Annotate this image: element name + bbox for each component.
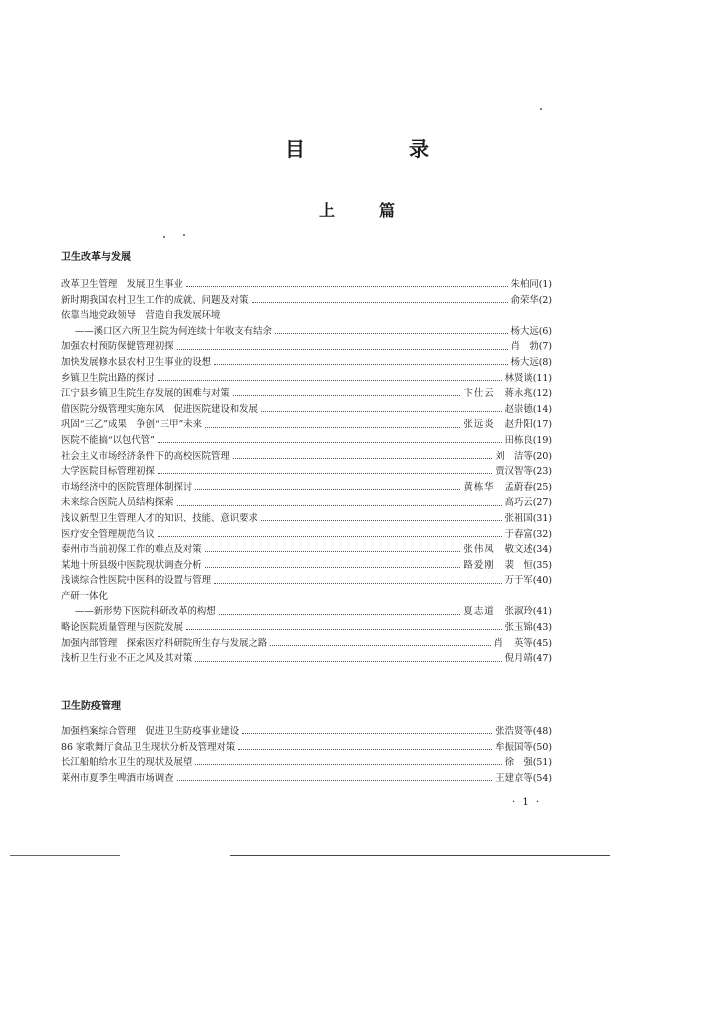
- toc-entry-author-page: 于春富(32): [504, 528, 552, 540]
- toc-entry: [61, 371, 552, 387]
- page-title: 目 录: [285, 137, 471, 161]
- toc-entry-coauthor: 肖: [493, 637, 504, 649]
- toc-leader-dots: [195, 489, 460, 490]
- toc-entry-title: 市场经济中的医院管理体制探讨: [61, 481, 193, 493]
- toc-entry-title: 浅议新型卫生管理人才的知识、技能、意识要求: [61, 512, 258, 524]
- toc-entry-author-page: 牟振国等(50): [495, 741, 552, 753]
- toc-leader-dots: [252, 302, 508, 303]
- toc-entry: [61, 386, 552, 402]
- toc-entry-title: 产研一体化: [61, 590, 108, 602]
- toc-entry-author-page: 俞荣华(2): [510, 294, 552, 306]
- scan-speck: [183, 234, 185, 236]
- toc-entry-author-page: 敬文述(34): [504, 544, 552, 556]
- toc-leader-dots: [233, 458, 492, 459]
- toc-entry-title: 未来综合医院人员结构探索: [61, 497, 174, 509]
- toc-entry: [61, 355, 552, 371]
- toc-leader-dots: [158, 536, 502, 537]
- toc-leader-dots: [205, 567, 461, 568]
- toc-leader-dots: [270, 645, 490, 646]
- toc-entry-title: 浅谈综合性医院中医科的设置与管理: [61, 575, 212, 587]
- toc-section-reform: [61, 277, 552, 667]
- scan-edge-line: [230, 855, 610, 856]
- toc-entry: [61, 308, 552, 324]
- toc-entry-author-page: 贾汉智等(23): [495, 466, 552, 478]
- toc-entry: [61, 464, 552, 480]
- toc-entry-coauthor: 路爱刚: [463, 559, 495, 571]
- toc-entry-author-page: 田栋良(19): [504, 434, 552, 446]
- toc-entry-coauthor: 黄栋华: [463, 481, 495, 493]
- toc-entry-author-page: 蒋永兆(12): [504, 388, 552, 400]
- toc-entry: [61, 724, 552, 740]
- toc-leader-dots: [205, 551, 461, 552]
- toc-entry: [61, 417, 552, 433]
- toc-entry: [61, 449, 552, 465]
- toc-entry-title: 新时期我国农村卫生工作的成就、问题及对策: [61, 294, 249, 306]
- toc-entry-coauthor: 卞仕云: [463, 388, 495, 400]
- section-heading-reform: 卫生改革与发展: [61, 252, 131, 263]
- toc-entry: [61, 324, 552, 340]
- toc-entry-title: 社会主义市场经济条件下的高校医院管理: [61, 450, 230, 462]
- toc-entry: [61, 542, 552, 558]
- toc-entry-coauthor: 张远炎: [463, 419, 495, 431]
- toc-leader-dots: [186, 286, 508, 287]
- toc-entry-author-page: 杨大远(6): [510, 325, 552, 337]
- toc-entry-title: ——新形势下医院科研改革的构想: [75, 606, 216, 618]
- toc-leader-dots: [242, 733, 492, 734]
- toc-entry-author-page: 孟蔚春(25): [504, 481, 552, 493]
- toc-entry-author-page: 倪月靖(47): [504, 653, 552, 665]
- toc-entry: [61, 558, 552, 574]
- toc-entry-author-page: 肖 勃(7): [510, 341, 552, 353]
- toc-entry-author-page: 张淑玲(41): [504, 606, 552, 618]
- toc-entry: [61, 433, 552, 449]
- toc-leader-dots: [219, 614, 461, 615]
- toc-leader-dots: [233, 395, 461, 396]
- toc-entry: [61, 740, 552, 756]
- toc-leader-dots: [238, 749, 492, 750]
- toc-leader-dots: [275, 333, 508, 334]
- toc-entry: [61, 589, 552, 605]
- toc-leader-dots: [261, 520, 502, 521]
- toc-entry-author-page: 高巧云(27): [504, 497, 552, 509]
- toc-leader-dots: [158, 473, 492, 474]
- toc-leader-dots: [205, 427, 460, 428]
- toc-entry-author-page: 万于军(40): [504, 575, 552, 587]
- toc-entry-title: 医院不能搞“以包代管”: [61, 434, 155, 446]
- toc-entry-title: 加强档案综合管理 促进卫生防疫事业建设: [61, 726, 240, 737]
- toc-leader-dots: [261, 411, 502, 412]
- toc-entry-title: 加快发展修水县农村卫生事业的设想: [61, 356, 212, 368]
- toc-leader-dots: [177, 349, 508, 350]
- toc-entry-title: 86 家歌舞厅食品卫生现状分析及管理对策: [61, 741, 236, 753]
- toc-entry-author-page: 张浩贤等(48): [495, 726, 552, 737]
- toc-entry-title: 大学医院目标管理初探: [61, 466, 155, 478]
- toc-entry: [61, 771, 552, 787]
- toc-entry-title: 借医院分级管理实施东风 促进医院建设和发展: [61, 403, 258, 415]
- scan-speck: [163, 236, 165, 238]
- toc-entry-author-page: 杨大远(8): [510, 356, 552, 368]
- toc-entry-author-page: 赵升阳(17): [504, 419, 552, 431]
- toc-entry: [61, 636, 552, 652]
- scan-speck: [540, 108, 542, 110]
- toc-entry-title: 浅析卫生行业不正之风及其对策: [61, 653, 193, 665]
- toc-entry-title: 江宁县乡镇卫生院生存发展的困难与对策: [61, 388, 230, 400]
- toc-entry-title: 改革卫生管理 发展卫生事业: [61, 279, 183, 290]
- part-title: 上 篇: [318, 201, 409, 220]
- toc-leader-dots: [186, 629, 502, 630]
- toc-entry-author-page: 王建京等(54): [495, 772, 552, 784]
- toc-entry: [61, 480, 552, 496]
- toc-entry-title: 巩固“三乙”成果 争创“三甲”未来: [61, 419, 203, 431]
- toc-entry: [61, 495, 552, 511]
- toc-leader-dots: [214, 364, 508, 365]
- toc-entry-author-page: 裴 恒(35): [504, 559, 552, 571]
- toc-entry: [61, 402, 552, 418]
- toc-leader-dots: [214, 583, 502, 584]
- scan-edge-line: [10, 855, 120, 856]
- page-number: · 1 ·: [512, 797, 542, 808]
- toc-entry: [61, 604, 552, 620]
- toc-entry: [61, 573, 552, 589]
- toc-entry: [61, 620, 552, 636]
- toc-entry: [61, 339, 552, 355]
- toc-entry-title: 泰州市当前初保工作的难点及对策: [61, 544, 202, 556]
- toc-entry-title: 加强内部管理 探索医疗科研院所生存与发展之路: [61, 637, 268, 649]
- toc-entry: [61, 527, 552, 543]
- toc-leader-dots: [158, 442, 502, 443]
- toc-section-epidemic: [61, 724, 552, 786]
- toc-entry-author-page: 赵崇德(14): [504, 403, 552, 415]
- toc-leader-dots: [195, 764, 501, 765]
- toc-entry-title: 依靠当地党政领导 营造自我发展环境: [61, 310, 221, 322]
- toc-entry: [61, 293, 552, 309]
- toc-entry-title: 医疗安全管理规范刍议: [61, 528, 155, 540]
- toc-entry-title: 略论医院质量管理与医院发展: [61, 622, 183, 634]
- toc-leader-dots: [158, 380, 502, 381]
- toc-entry-author-page: 徐 强(51): [504, 757, 552, 769]
- toc-entry-coauthor: 夏志道: [463, 606, 495, 618]
- toc-entry-title: 乡镇卫生院出路的探讨: [61, 372, 155, 384]
- toc-entry: [61, 277, 552, 293]
- toc-entry-title: 莱州市夏季生啤酒市场调查: [61, 772, 174, 784]
- toc-entry-author-page: 英等(45): [514, 637, 552, 649]
- toc-entry-title: 加强农村预防保健管理初探: [61, 341, 174, 353]
- toc-leader-dots: [195, 661, 501, 662]
- toc-entry-title: 某地十所县级中医院现状调查分析: [61, 559, 202, 571]
- toc-entry-title: 长江船舶给水卫生的现状及展望: [61, 757, 193, 769]
- toc-entry-author-page: 张祖国(31): [504, 512, 552, 524]
- toc-leader-dots: [177, 780, 493, 781]
- toc-entry-coauthor: 张伟凤: [463, 544, 495, 556]
- toc-leader-dots: [177, 505, 502, 506]
- toc-entry-author-page: 刘 洁等(20): [495, 450, 552, 462]
- toc-entry: [61, 511, 552, 527]
- toc-entry-author-page: 张玉锦(43): [504, 622, 552, 634]
- toc-entry: [61, 755, 552, 771]
- section-heading-epidemic: 卫生防疫管理: [61, 701, 121, 712]
- toc-entry-author-page: 林贤谈(11): [504, 372, 552, 384]
- toc-entry-title: ——溪口区六所卫生院为何连续十年收支有结余: [75, 325, 272, 337]
- toc-entry-author-page: 朱柏同(1): [510, 279, 552, 290]
- toc-entry: [61, 651, 552, 667]
